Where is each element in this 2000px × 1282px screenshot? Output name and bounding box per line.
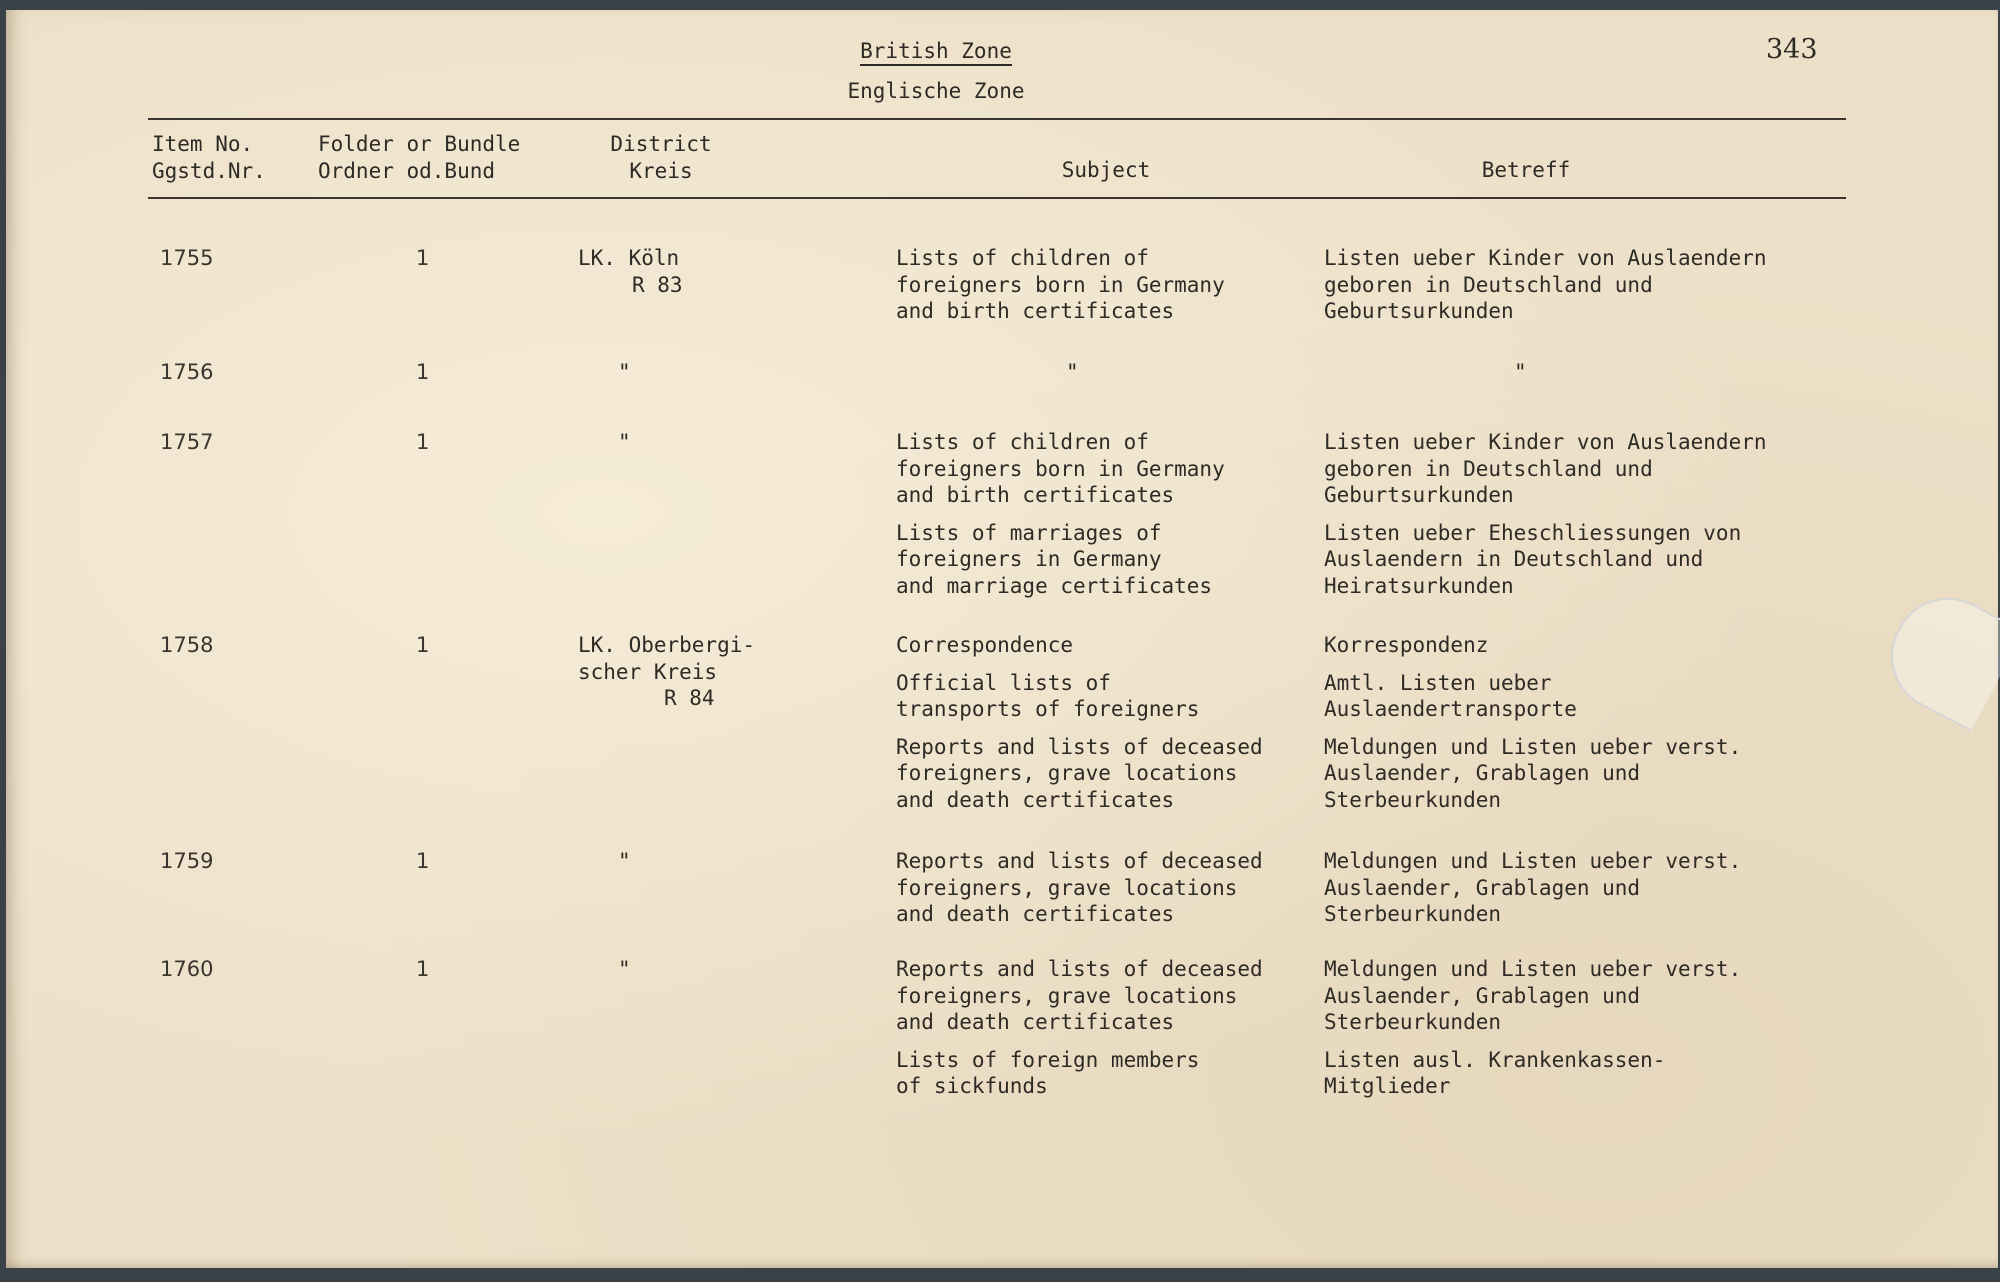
subject-entry — [896, 1047, 1263, 1100]
betreff-entry — [1324, 734, 1741, 814]
subject-entry — [896, 520, 1225, 600]
betreff-line: Geburtsurkunden — [1324, 299, 1514, 323]
betreff-entry — [1324, 632, 1741, 659]
subject-entry — [896, 245, 1225, 325]
betreff-cell — [1324, 848, 1741, 939]
subject-line: foreigners born in Germany — [896, 456, 1225, 481]
subject-entry — [896, 632, 1263, 659]
subject-line: foreigners, grave locations — [896, 983, 1238, 1008]
subject-entry — [896, 848, 1263, 928]
column-header-district: District Kreis — [610, 132, 712, 183]
betreff-line: Meldungen und Listen ueber verst. — [1324, 734, 1742, 759]
folder-number: 1 — [416, 957, 430, 981]
subject-line: foreigners, grave locations — [896, 761, 1238, 785]
item-number: 1757 — [160, 430, 214, 454]
betreff-line: Listen ausl. Krankenkassen- — [1324, 1047, 1666, 1072]
column-header-betreff: Betreff — [1481, 158, 1571, 182]
betreff-line: Auslaender, Grablagen und — [1324, 983, 1641, 1008]
folder-number: 1 — [416, 246, 430, 270]
district-line: " — [618, 430, 631, 454]
subject-line: transports of foreigners — [896, 697, 1200, 721]
folder-number: 1 — [416, 430, 430, 454]
betreff-entry — [1324, 520, 1767, 600]
betreff-line: geboren in Deutschland und — [1324, 272, 1653, 297]
header-rule-top — [148, 118, 1846, 120]
betreff-line: Auslaender, Grablagen und — [1324, 761, 1641, 785]
district-line: " — [618, 360, 631, 384]
betreff-line: " — [1514, 360, 1527, 384]
betreff-cell — [1324, 429, 1767, 610]
betreff-line: Listen ueber Kinder von Auslaendern — [1324, 430, 1767, 454]
subject-entry — [896, 734, 1263, 814]
district-line: LK. Köln — [578, 246, 680, 270]
betreff-line: Auslaender, Grablagen und — [1324, 875, 1641, 900]
district-cell — [618, 956, 631, 983]
district-cell — [618, 848, 631, 875]
district-cell — [618, 359, 631, 386]
column-header-item: Item No. Ggstd.Nr. — [152, 132, 266, 183]
page-subtitle: Englische Zone — [847, 79, 1025, 103]
betreff-entry — [1324, 429, 1767, 509]
subject-line: and birth certificates — [896, 299, 1175, 323]
subject-line: and death certificates — [896, 1010, 1175, 1034]
district-line: LK. Oberbergi- — [578, 633, 756, 657]
betreff-line: Heiratsurkunden — [1324, 573, 1514, 598]
subject-entry — [896, 429, 1225, 509]
betreff-line: Amtl. Listen ueber — [1324, 670, 1552, 695]
subject-line: Reports and lists of deceased — [896, 734, 1263, 759]
district-line: R 84 — [664, 686, 715, 710]
subject-line: and marriage certificates — [896, 573, 1213, 598]
betreff-line: Auslaendern in Deutschland und — [1324, 547, 1704, 571]
betreff-entry — [1324, 359, 1527, 386]
subject-cell — [896, 956, 1263, 1111]
item-number: 1756 — [160, 360, 214, 384]
item-number: 1759 — [160, 849, 214, 873]
betreff-line: Listen ueber Eheschliessungen von — [1324, 520, 1742, 545]
betreff-entry — [1324, 848, 1741, 928]
district-line: scher Kreis — [578, 659, 718, 684]
folder-number: 1 — [416, 360, 430, 384]
document-page — [6, 10, 1998, 1268]
betreff-line: Geburtsurkunden — [1324, 483, 1514, 507]
header-rule-bottom — [148, 197, 1846, 199]
betreff-line: Meldungen und Listen ueber verst. — [1324, 849, 1742, 873]
folder-number: 1 — [416, 633, 430, 657]
subject-line: and birth certificates — [896, 483, 1175, 507]
betreff-line: Auslaendertransporte — [1324, 697, 1577, 721]
betreff-line: Korrespondenz — [1324, 633, 1489, 657]
betreff-cell — [1324, 245, 1767, 336]
subject-cell — [896, 245, 1225, 336]
subject-entry — [896, 670, 1263, 723]
subject-line: of sickfunds — [896, 1074, 1048, 1098]
betreff-cell — [1324, 359, 1527, 397]
betreff-cell — [1324, 956, 1741, 1111]
betreff-line: geboren in Deutschland und — [1324, 456, 1653, 481]
district-line: " — [618, 849, 631, 873]
betreff-line: Mitglieder — [1324, 1074, 1451, 1098]
folder-number: 1 — [416, 849, 430, 873]
subject-line: Reports and lists of deceased — [896, 957, 1263, 981]
subject-line: Lists of foreign members — [896, 1047, 1200, 1072]
page-number: 343 — [1766, 34, 1818, 65]
subject-cell — [896, 429, 1225, 610]
subject-line: foreigners born in Germany — [896, 272, 1225, 297]
column-header-subject: Subject — [1061, 158, 1151, 182]
betreff-entry — [1324, 245, 1767, 325]
subject-line: Reports and lists of deceased — [896, 849, 1263, 873]
subject-entry — [896, 956, 1263, 1036]
district-cell — [578, 245, 683, 298]
item-number: 1755 — [160, 246, 214, 270]
subject-cell — [896, 632, 1263, 824]
subject-line: Official lists of — [896, 670, 1111, 695]
subject-line: and death certificates — [896, 787, 1175, 812]
subject-line: " — [1066, 360, 1079, 384]
item-number: 1760 — [160, 957, 214, 981]
subject-line: and death certificates — [896, 902, 1175, 926]
betreff-entry — [1324, 956, 1741, 1036]
district-cell — [578, 632, 755, 712]
subject-line: Lists of children of — [896, 246, 1149, 270]
district-line: " — [618, 957, 631, 981]
subject-cell — [896, 359, 1079, 397]
subject-line: foreigners, grave locations — [896, 875, 1238, 900]
betreff-entry — [1324, 1047, 1741, 1100]
district-cell — [618, 429, 631, 456]
subject-entry — [896, 359, 1079, 386]
betreff-line: Listen ueber Kinder von Auslaendern — [1324, 246, 1767, 270]
betreff-line: Sterbeurkunden — [1324, 902, 1502, 926]
betreff-line: Sterbeurkunden — [1324, 1010, 1502, 1034]
district-line: R 83 — [632, 272, 683, 297]
page-tab — [1872, 578, 2000, 731]
subject-cell — [896, 848, 1263, 939]
subject-line: Lists of marriages of — [896, 520, 1162, 545]
subject-line: foreigners in Germany — [896, 547, 1162, 571]
page-title: British Zone — [726, 38, 1146, 65]
subject-line: Lists of children of — [896, 430, 1149, 454]
betreff-line: Meldungen und Listen ueber verst. — [1324, 957, 1742, 981]
betreff-line: Sterbeurkunden — [1324, 787, 1502, 812]
subject-line: Correspondence — [896, 633, 1074, 657]
betreff-cell — [1324, 632, 1741, 824]
betreff-entry — [1324, 670, 1741, 723]
item-number: 1758 — [160, 633, 214, 657]
column-header-folder: Folder or Bundle Ordner od.Bund — [318, 132, 521, 183]
